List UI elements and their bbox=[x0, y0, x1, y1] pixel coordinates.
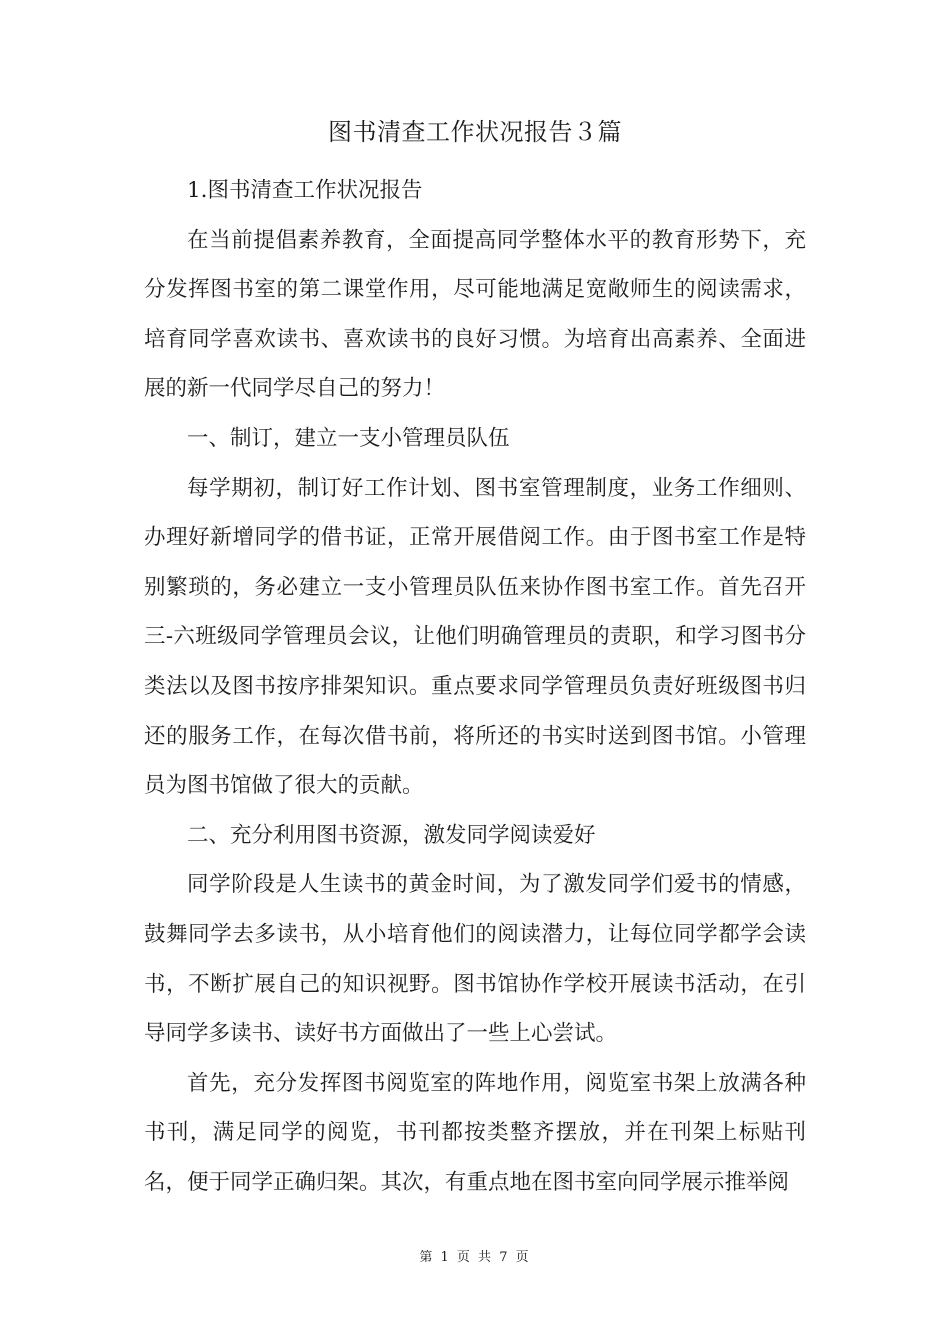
section-heading-1: 一、制订，建立一支小管理员队伍 bbox=[187, 425, 510, 451]
section-heading-report-1: 1.图书清查工作状况报告 bbox=[187, 178, 423, 203]
document-body bbox=[144, 166, 806, 1207]
paragraph-reading-interest: 同学阶段是人生读书的黄金时间，为了激发同学们爱书的情感，鼓舞同学去多读书，从小培育他们的阅读潜力，让每位同学都学会读书，不断扩展自己的知识视野。图书馆协作学校开展读书活动，在引导同学多读书、读好书方面做出了一些上心尝试。 bbox=[144, 872, 806, 1047]
section-heading-2: 二、充分利用图书资源，激发同学阅读爱好 bbox=[187, 822, 596, 848]
paragraph-management: 每学期初，制订好工作计划、图书室管理制度，业务工作细则、办理好新增同学的借书证，正常开展借阅工作。由于图书室工作是特别繁琐的，务必建立一支小管理员队伍来协作图书室工作。首先召开三-六班级同学管理员会议，让他们明确管理员的责职，和学习图书分类法以及图书按序排架知识。重点要求同学管理员负责好班级图书归还的服务工作，在每次借书前，将所还的书实时送到图书馆。小管理员为图书馆做了很大的贡献。 bbox=[144, 475, 806, 799]
document-title: 图书清查工作状况报告３篇 bbox=[328, 118, 622, 146]
page-number-footer: 第 1 页 共 7 页 bbox=[419, 1250, 531, 1265]
paragraph-intro: 在当前提倡素养教育，全面提高同学整体水平的教育形势下，充分发挥图书室的第二课堂作用，尽可能地满足宽敞师生的阅读需求，培育同学喜欢读书、喜欢读书的良好习惯。为培育出高素养、全面进展的新一代同学尽自己的努力！ bbox=[144, 227, 806, 402]
paragraph-reading-room: 首先，充分发挥图书阅览室的阵地作用，阅览室书架上放满各种书刊，满足同学的阅览，书刊都按类整齐摆放，并在刊架上标贴刊名，便于同学正确归架。其次，有重点地在图书室向同学展示推举阅 bbox=[144, 1070, 806, 1195]
